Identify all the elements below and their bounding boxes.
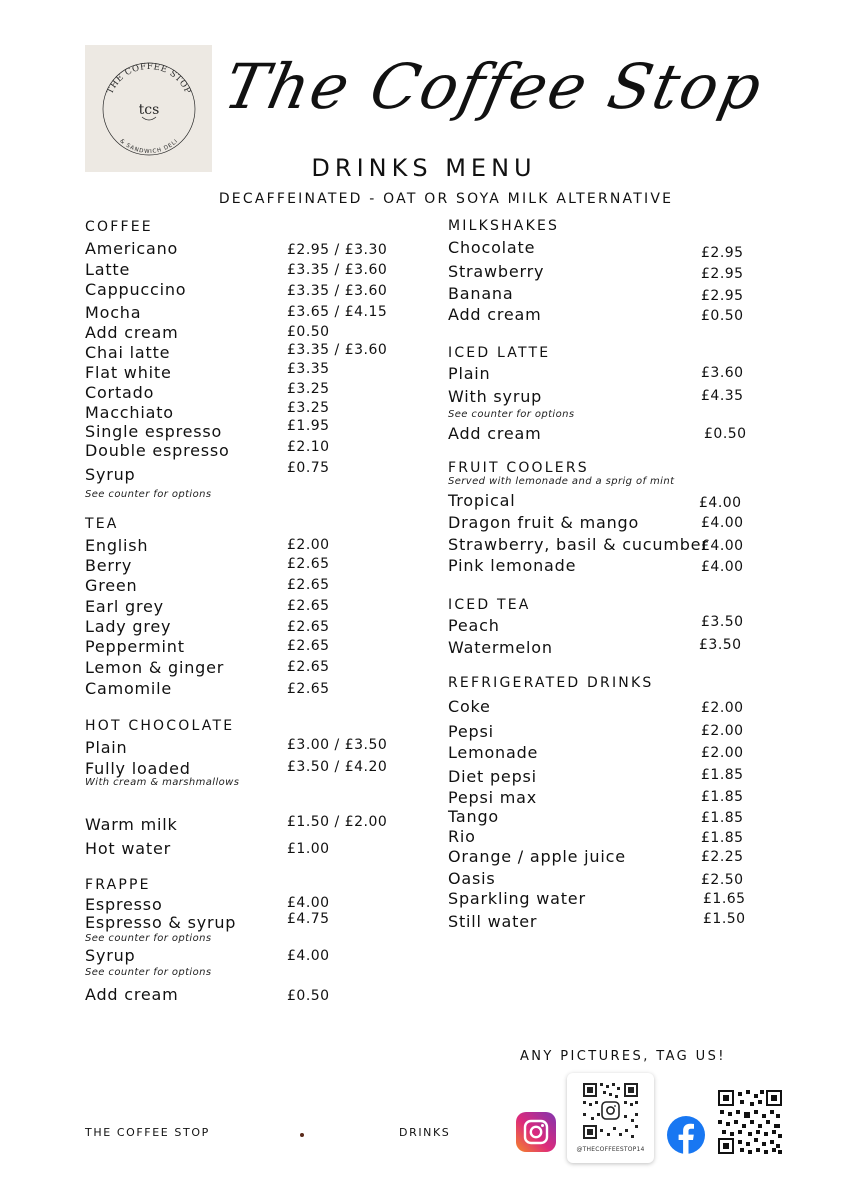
menu-item-name: Still water bbox=[448, 912, 538, 931]
menu-item-price: £2.95 bbox=[701, 288, 744, 304]
subtitle: DECAFFEINATED - OAT OR SOYA MILK ALTERNATIVE bbox=[218, 191, 674, 207]
section-refrigerated-title: REFRIGERATED DRINKS bbox=[448, 675, 654, 691]
menu-item-name: Macchiato bbox=[85, 403, 174, 422]
menu-item-name: Sparkling water bbox=[448, 889, 586, 908]
menu-item-name: Tango bbox=[448, 807, 500, 826]
menu-item-name: Tropical bbox=[448, 491, 516, 510]
section-iced-latte-title: ICED LATTE bbox=[448, 345, 551, 361]
menu-item-name: Flat white bbox=[85, 363, 172, 382]
svg-text:THE COFFEE STOP bbox=[105, 62, 192, 96]
menu-item-price: £4.00 bbox=[287, 895, 330, 911]
menu-item-price: £3.50 bbox=[701, 614, 744, 630]
menu-item-price: £1.50 bbox=[703, 911, 746, 927]
menu-item-price: £2.65 bbox=[287, 681, 330, 697]
menu-item-price: £2.65 bbox=[287, 556, 330, 572]
menu-item-name: Americano bbox=[85, 239, 179, 258]
menu-item-price: £3.50 / £4.20 bbox=[287, 759, 388, 775]
menu-item-price: £3.50 bbox=[699, 637, 742, 653]
facebook-icon[interactable] bbox=[667, 1116, 705, 1154]
item-note: See counter for options bbox=[85, 489, 212, 500]
menu-item-price: £2.00 bbox=[701, 723, 744, 739]
svg-text:& SANDWICH DELI bbox=[118, 138, 179, 155]
menu-item-price: £1.95 bbox=[287, 418, 330, 434]
menu-item-price: £2.65 bbox=[287, 659, 330, 675]
page-title: DRINKS MENU bbox=[311, 154, 537, 182]
menu-item-name: Add cream bbox=[448, 305, 542, 324]
menu-item-name: Earl grey bbox=[85, 597, 164, 616]
item-note: See counter for options bbox=[85, 933, 212, 944]
menu-item-name: Watermelon bbox=[448, 638, 553, 657]
item-note: See counter for options bbox=[448, 409, 575, 420]
item-note: With cream & marshmallows bbox=[85, 777, 240, 788]
menu-item-price: £3.35 bbox=[287, 361, 330, 377]
menu-item-name: Double espresso bbox=[85, 441, 230, 460]
menu-item-name: Peppermint bbox=[85, 637, 185, 656]
menu-item-name: Lady grey bbox=[85, 617, 172, 636]
menu-item-name: Chai latte bbox=[85, 343, 171, 362]
menu-item-name: Plain bbox=[85, 738, 128, 757]
menu-item-name: Diet pepsi bbox=[448, 767, 537, 786]
menu-item-price: £3.25 bbox=[287, 400, 330, 416]
section-tea-title: TEA bbox=[85, 516, 119, 532]
menu-item-name: Cortado bbox=[85, 383, 155, 402]
menu-item-name: Syrup bbox=[85, 465, 136, 484]
menu-item-name: Green bbox=[85, 576, 138, 595]
menu-item-price: £2.65 bbox=[287, 598, 330, 614]
menu-item-price: £1.50 / £2.00 bbox=[287, 814, 388, 830]
menu-item-price: £2.65 bbox=[287, 619, 330, 635]
menu-item-price: £4.00 bbox=[701, 515, 744, 531]
menu-item-name: Coke bbox=[448, 697, 491, 716]
menu-item-price: £1.85 bbox=[701, 767, 744, 783]
menu-item-name: Cappuccino bbox=[85, 280, 187, 299]
menu-item-name: Hot water bbox=[85, 839, 171, 858]
menu-item-price: £1.85 bbox=[701, 830, 744, 846]
menu-item-name: Dragon fruit & mango bbox=[448, 513, 640, 532]
menu-item-price: £4.35 bbox=[701, 388, 744, 404]
menu-item-name: Berry bbox=[85, 556, 133, 575]
menu-item-name: Latte bbox=[85, 260, 131, 279]
menu-item-price: £0.50 bbox=[701, 308, 744, 324]
menu-item-price: £2.95 bbox=[701, 245, 744, 261]
footer-dot bbox=[300, 1133, 304, 1137]
menu-item-name: Orange / apple juice bbox=[448, 847, 626, 866]
section-hot-chocolate-title: HOT CHOCOLATE bbox=[85, 718, 235, 734]
menu-item-price: £1.85 bbox=[701, 789, 744, 805]
menu-item-price: £2.00 bbox=[701, 700, 744, 716]
footer-section: DRINKS bbox=[399, 1126, 451, 1139]
menu-item-name: Chocolate bbox=[448, 238, 536, 257]
menu-item-name: Lemon & ginger bbox=[85, 658, 225, 677]
menu-item-price: £1.00 bbox=[287, 841, 330, 857]
menu-item-name: Peach bbox=[448, 616, 500, 635]
menu-item-name: Espresso & syrup bbox=[85, 913, 237, 932]
menu-item-name: Pepsi bbox=[448, 722, 494, 741]
menu-item-price: £1.65 bbox=[703, 891, 746, 907]
menu-item-name: Camomile bbox=[85, 679, 173, 698]
logo-monogram: tcs bbox=[138, 102, 160, 118]
menu-item-price: £3.35 / £3.60 bbox=[287, 283, 388, 299]
menu-item-price: £1.85 bbox=[701, 810, 744, 826]
menu-item-name: Banana bbox=[448, 284, 514, 303]
menu-item-name: Add cream bbox=[448, 424, 542, 443]
menu-item-price: £2.65 bbox=[287, 577, 330, 593]
script-title: The Coffee Stop bbox=[218, 50, 770, 123]
logo-ring-top: THE COFFEE STOP bbox=[105, 61, 193, 96]
menu-item-price: £2.00 bbox=[287, 537, 330, 553]
instagram-icon[interactable] bbox=[516, 1112, 556, 1152]
menu-item-price: £3.35 / £3.60 bbox=[287, 262, 388, 278]
menu-item-price: £2.00 bbox=[701, 745, 744, 761]
menu-item-name: Add cream bbox=[85, 985, 179, 1004]
menu-item-price: £4.00 bbox=[701, 559, 744, 575]
menu-item-name: With syrup bbox=[448, 387, 543, 406]
menu-item-price: £3.35 / £3.60 bbox=[287, 342, 388, 358]
menu-item-price: £2.95 bbox=[701, 266, 744, 282]
menu-item-price: £2.10 bbox=[287, 439, 330, 455]
menu-item-price: £0.50 bbox=[287, 988, 330, 1004]
menu-item-price: £4.75 bbox=[287, 911, 330, 927]
menu-item-price: £0.50 bbox=[287, 324, 330, 340]
section-coffee-title: COFFEE bbox=[85, 219, 153, 235]
menu-item-name: Pink lemonade bbox=[448, 556, 577, 575]
logo bbox=[85, 45, 212, 172]
menu-item-price: £0.75 bbox=[287, 460, 330, 476]
section-frappe-title: FRAPPE bbox=[85, 877, 151, 893]
menu-item-price: £3.65 / £4.15 bbox=[287, 304, 388, 320]
menu-item-price: £3.60 bbox=[701, 365, 744, 381]
item-note: Served with lemonade and a sprig of mint bbox=[448, 476, 675, 487]
menu-item-price: £2.50 bbox=[701, 872, 744, 888]
menu-item-name: Strawberry bbox=[448, 262, 545, 281]
menu-item-name: Rio bbox=[448, 827, 476, 846]
menu-item-name: Lemonade bbox=[448, 743, 539, 762]
menu-item-price: £4.00 bbox=[699, 495, 742, 511]
menu-item-price: £4.00 bbox=[701, 538, 744, 554]
tag-us-text: ANY PICTURES, TAG US! bbox=[520, 1049, 726, 1064]
menu-item-price: £3.00 / £3.50 bbox=[287, 737, 388, 753]
menu-item-price: £4.00 bbox=[287, 948, 330, 964]
section-milkshakes-title: MILKSHAKES bbox=[448, 218, 560, 234]
menu-item-name: Add cream bbox=[85, 323, 179, 342]
menu-item-name: Fully loaded bbox=[85, 759, 191, 778]
qr-handle: @THECOFFEESTOP14 bbox=[576, 1146, 645, 1153]
menu-item-price: £2.95 / £3.30 bbox=[287, 242, 388, 258]
menu-item-name: Single espresso bbox=[85, 422, 223, 441]
menu-item-name: English bbox=[85, 536, 149, 555]
logo-emblem bbox=[85, 45, 212, 172]
menu-item-name: Pepsi max bbox=[448, 788, 538, 807]
menu-item-name: Strawberry, basil & cucumber bbox=[448, 535, 709, 554]
menu-item-price: £2.25 bbox=[701, 849, 744, 865]
menu-item-name: Espresso bbox=[85, 895, 163, 914]
menu-item-price: £3.25 bbox=[287, 381, 330, 397]
section-fruit-coolers-title: FRUIT COOLERS bbox=[448, 460, 589, 476]
menu-item-name: Mocha bbox=[85, 303, 142, 322]
menu-item-name: Plain bbox=[448, 364, 491, 383]
footer-brand: THE COFFEE STOP bbox=[85, 1126, 210, 1139]
menu-item-name: Oasis bbox=[448, 869, 496, 888]
menu-item-name: Warm milk bbox=[85, 815, 178, 834]
menu-item-name: Syrup bbox=[85, 946, 136, 965]
section-iced-tea-title: ICED TEA bbox=[448, 597, 531, 613]
menu-item-price: £2.65 bbox=[287, 638, 330, 654]
logo-ring-bottom: & SANDWICH DELI bbox=[118, 138, 180, 156]
qr-code-facebook[interactable] bbox=[718, 1090, 782, 1154]
item-note: See counter for options bbox=[85, 967, 212, 978]
qr-code[interactable] bbox=[567, 1073, 654, 1145]
menu-item-price: £0.50 bbox=[704, 426, 747, 442]
